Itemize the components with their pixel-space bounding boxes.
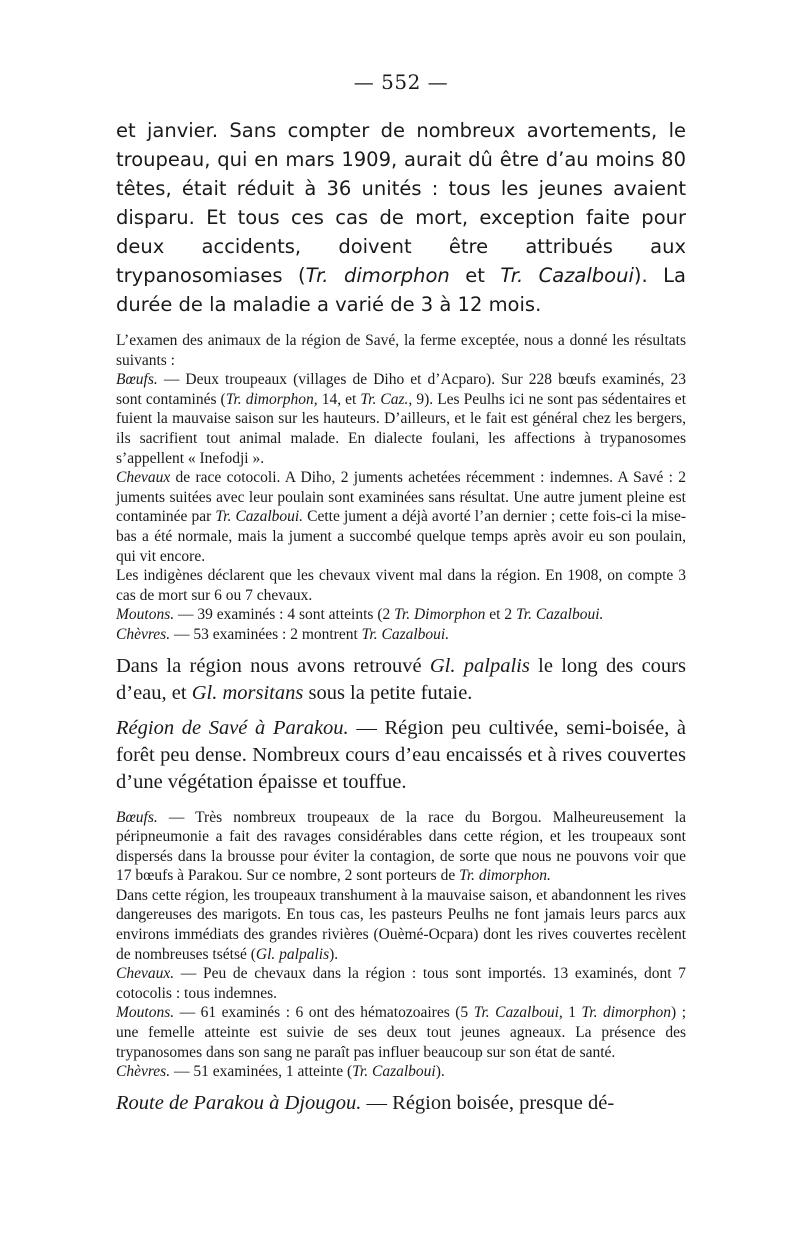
text-run: le long des cours d’eau, et bbox=[116, 654, 686, 704]
text-run: 1 bbox=[562, 1004, 582, 1022]
section-label: Chèvres. bbox=[116, 1063, 171, 1081]
paragraph-chevres-save bbox=[116, 625, 686, 645]
species-name: Tr. Cazalboui bbox=[352, 1063, 436, 1081]
text-run: — 51 examinées, 1 atteinte ( bbox=[170, 1063, 353, 1081]
species-name: Tr. Cazalboui bbox=[500, 264, 634, 287]
section-heading: Région de Savé à Parakou. bbox=[116, 716, 349, 739]
paragraph-boeufs-parakou bbox=[116, 808, 686, 886]
species-name: Tr. dimorphon. bbox=[459, 867, 551, 885]
species-name: Tr. Cazalboui. bbox=[215, 508, 304, 526]
section-heading: Route de Parakou à Djougou. bbox=[116, 1091, 362, 1114]
text-run: — Région boisée, presque dé- bbox=[361, 1091, 615, 1114]
section-label: Chèvres. bbox=[116, 625, 171, 643]
text-run: ). bbox=[329, 945, 339, 963]
species-name: Tr. Cazalboui. bbox=[515, 606, 604, 624]
section-label: Moutons. bbox=[116, 606, 175, 624]
text-run: ). bbox=[435, 1063, 445, 1081]
paragraph-moutons-save bbox=[116, 605, 686, 625]
species-name: Gl. palpalis bbox=[255, 945, 330, 963]
text-run: et bbox=[449, 264, 501, 287]
species-name: Tr. dimorphon bbox=[581, 1004, 672, 1022]
paragraph-moutons-parakou bbox=[116, 1003, 686, 1062]
paragraph-indigenes: Les indigènes déclarent que les chevaux vivent mal dans la région. En 1908, on compte 3 cas de mort sur 6 ou 7 chevaux. bbox=[116, 567, 686, 604]
paragraph-route-parakou-djougou bbox=[116, 1090, 686, 1117]
text-run: Cette jument a déjà avorté l’an dernier ; cette fois-ci la mise-bas a été normale, mais la jument a succombé quelque temps après avoir eu son poulain, qui vit encore. bbox=[116, 508, 687, 565]
species-name: Gl. palpalis bbox=[429, 654, 530, 677]
document-page bbox=[116, 70, 686, 1117]
text-run: Dans la région nous avons retrouvé bbox=[116, 654, 430, 677]
paragraph-region-save-parakou bbox=[116, 715, 686, 796]
text-run: Dans cette région, les troupeaux transhument à la mauvaise saison, et abandonnent les rives dangereuses des marigots. En tous cas, les pasteurs Peulhs ne font jamais leurs parcs aux environs immédiats des grandes rivières (Ouèmé-Ocpara) dont les rives couvertes recèlent de nombreuses tsétsé ( bbox=[116, 886, 686, 963]
section-label: Bœufs. bbox=[116, 808, 158, 826]
text-run: ). La durée de la maladie a varié de 3 à 12 mois. bbox=[116, 264, 686, 316]
species-name: Tr. dimorphon bbox=[305, 264, 450, 287]
paragraph-chevaux-save bbox=[116, 468, 686, 566]
species-name: Tr. Cazalboui, bbox=[473, 1004, 563, 1022]
text-run: — 61 examinés : 6 ont des hématozoaires (5 bbox=[174, 1004, 474, 1022]
text-run: 9). Les Peulhs ici ne sont pas sédentaires et fuient la mauvaise saison sur les hauteurs. D’ailleurs, et le fait est général chez les bergers, ils sacrifient tout animal malade. En dialecte foulani, les affections à trypanosomes s’appellent « Inefodji ». bbox=[116, 390, 686, 467]
paragraph-glossines bbox=[116, 653, 686, 707]
species-name: Gl. morsitans bbox=[191, 681, 304, 704]
paragraph-chevaux-parakou bbox=[116, 964, 686, 1003]
text-run: — Peu de chevaux dans la région : tous sont importés. 13 examinés, dont 7 cotocolis : tous indemnes. bbox=[116, 965, 686, 1002]
text-run: et janvier. Sans compter de nombreux avortements, le troupeau, qui en mars 1909, aurait dû être d’au moins 80 têtes, était réduit à 36 unités : tous les jeunes avaient disparu. Et tous ces cas de mort, exception faite pour deux accidents, doivent être attribués aux trypanosomiases ( bbox=[116, 119, 686, 287]
species-name: Tr. Dimorphon bbox=[394, 606, 486, 624]
paragraph-examen: L’examen des animaux de la région de Savé, la ferme exceptée, nous a donné les résultats suivants : bbox=[116, 332, 686, 369]
paragraph-boeufs-save bbox=[116, 370, 686, 468]
species-name: Tr. Caz., bbox=[360, 390, 413, 408]
text-run: — 53 examinées : 2 montrent bbox=[170, 625, 362, 643]
paragraph-chevres-parakou bbox=[116, 1062, 686, 1082]
text-run: — Région peu cultivée, semi-boisée, à forêt peu dense. Nombreux cours d’eau encaissés et à rives couvertes d’une végétation épaisse et touffue. bbox=[116, 716, 686, 793]
species-name: Tr. dimorphon, bbox=[225, 390, 318, 408]
text-run: — 39 examinés : 4 sont atteints (2 bbox=[174, 606, 395, 624]
paragraph-transhumance bbox=[116, 886, 686, 964]
text-run: — Très nombreux troupeaux de la race du Borgou. Malheureusement la péripneumonie a fait des ravages considérables dans cette région, et les troupeaux sont dispersés dans la brousse pour éviter la contagion, de sorte que nous ne pouvons voir que 17 bœufs à Parakou. Sur ce nombre, 2 sont porteurs de bbox=[116, 808, 686, 885]
text-run: et 2 bbox=[485, 606, 516, 624]
section-label: Moutons. bbox=[116, 1004, 175, 1022]
section-label: Chevaux bbox=[116, 469, 171, 487]
species-name: Tr. Cazalboui. bbox=[361, 625, 450, 643]
section-label: Bœufs. bbox=[116, 371, 158, 389]
text-run: ) ; une femelle atteinte est suivie de ses deux tout jeunes agneaux. La présence des trypanosomes dans son sang ne paraît pas influer beaucoup sur son état de santé. bbox=[116, 1004, 687, 1061]
page-number: — 552 — bbox=[353, 70, 449, 94]
section-label: Chevaux. bbox=[116, 965, 175, 983]
text-run: 14, et bbox=[317, 390, 361, 408]
text-run: sous la petite futaie. bbox=[303, 681, 473, 704]
text-run: de race cotocoli. A Diho, 2 juments achetées récemment : indemnes. A Savé : 2 juments suitées avec leur poulain sont examinées sans résultat. Une autre jument pleine est contaminée par bbox=[116, 469, 686, 526]
text-run: — Deux troupeaux (villages de Diho et d’Acparo). Sur 228 bœufs examinés, 23 sont contaminés ( bbox=[116, 371, 686, 408]
paragraph-intro bbox=[116, 116, 686, 319]
